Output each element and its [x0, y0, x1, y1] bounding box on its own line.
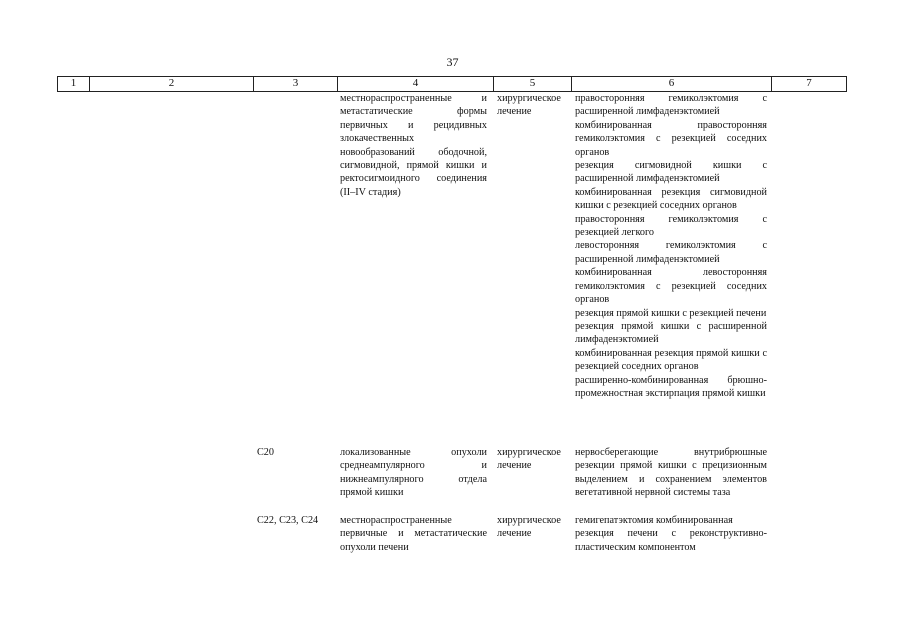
method-item: комбинированная резекция сигмовидной кишки с резекцией соседних органов — [575, 186, 767, 212]
row-3-methods — [575, 514, 767, 554]
method-item: расширенно-комбинированная брюшно-промежностная экстирпация прямой кишки — [575, 374, 767, 399]
method-item: резекция прямой кишки с резекцией печени — [575, 307, 767, 319]
header-col-4: 4 — [337, 77, 493, 91]
row-1-treatment: хирургическое лечение — [497, 93, 561, 118]
row-2-treatment: хирургическое лечение — [497, 447, 561, 472]
row-2-methods — [575, 446, 767, 500]
header-col-7: 7 — [771, 77, 847, 91]
method-item: правосторонняя гемиколэктомия с резекцией легкого — [575, 213, 767, 239]
method-item: нервосберегающие внутрибрюшные резекции прямой кишки с прецизионным выделением и сохранением элементов вегетативной нервной системы таза — [575, 447, 767, 499]
method-item: резекция печени с реконструктивно-пластическим компонентом — [575, 528, 767, 553]
method-item: комбинированная правосторонняя гемиколэктомия с резекцией соседних органов — [575, 119, 767, 158]
row-1-diagnosis: местнораспространенные и метастатические формы первичных и рецидивных злокачественных новообразований ободочной, сигмовидной, прямой кишки и ректосигмоидного соединения (II–IV стадия) — [340, 93, 487, 198]
header-col-2: 2 — [89, 77, 253, 91]
header-col-6: 6 — [571, 77, 771, 91]
header-col-3: 3 — [253, 77, 337, 91]
procedures-table — [57, 76, 847, 553]
method-item: резекция прямой кишки с расширенной лимфаденэктомией — [575, 320, 767, 346]
method-item: резекция сигмовидной кишки с расширенной лимфаденэктомией — [575, 160, 767, 185]
row-2-diagnosis: локализованные опухоли среднеампулярного и нижнеампулярного отдела прямой кишки — [340, 447, 487, 499]
method-item: правосторонняя гемиколэктомия с расширенной лимфаденэктомией — [575, 93, 767, 118]
method-item: гемигепатэктомия комбинированная — [575, 515, 733, 526]
table-header-row — [57, 76, 847, 92]
method-item: комбинированная левосторонняя гемиколэктомия с резекцией соседних органов — [575, 267, 767, 306]
row-3-diagnosis: местнораспространенные первичные и метастатические опухоли печени — [340, 515, 487, 553]
header-col-1: 1 — [57, 77, 89, 91]
row-3-code: C22, C23, C24 — [257, 515, 319, 526]
row-3-treatment: хирургическое лечение — [497, 515, 561, 540]
method-item: левосторонняя гемиколэктомия с расширенной лимфаденэктомией — [575, 240, 767, 265]
method-item: комбинированная резекция прямой кишки с резекцией соседних органов — [575, 347, 767, 373]
row-1-methods — [575, 92, 767, 400]
header-col-5: 5 — [493, 77, 571, 91]
row-2-code: C20 — [257, 447, 274, 458]
page-number: 37 — [446, 55, 459, 69]
